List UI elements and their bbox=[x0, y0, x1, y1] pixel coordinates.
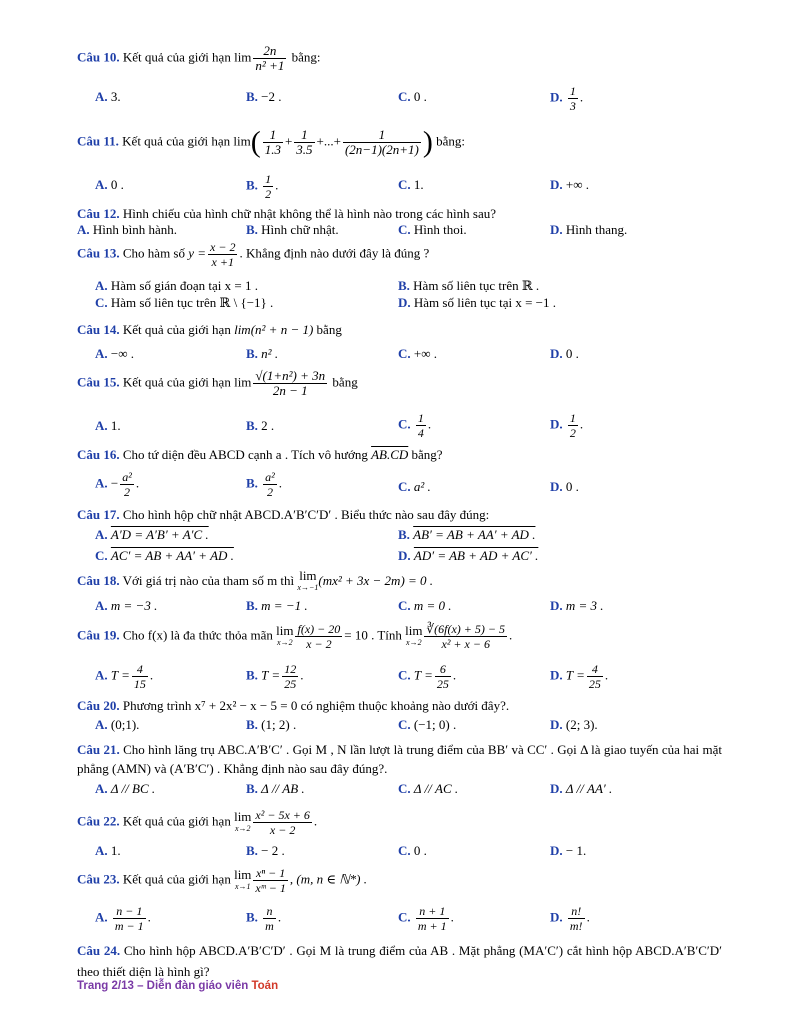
options-15 bbox=[95, 411, 735, 440]
option-a[interactable]: A. −∞ . bbox=[95, 346, 134, 361]
option-d[interactable]: D. m = 3 . bbox=[550, 598, 604, 613]
question-tail: bằng: bbox=[436, 133, 465, 149]
question-15: Câu 15. Kết quả của giới hạn lim $\frac{\text{√(1+n²) + 3n}}{2n - 1}$ bằng bbox=[77, 368, 358, 398]
option-b[interactable]: B. T = $\frac{12}{25}$ . bbox=[246, 662, 304, 691]
lim-symbol: lim bbox=[234, 374, 252, 390]
question-20 bbox=[77, 698, 722, 714]
question-label: Câu 13. bbox=[77, 245, 120, 261]
footer-subject: Toán bbox=[251, 980, 279, 992]
option-c[interactable]: C. $\frac{n + 1}{m + 1}$ . bbox=[398, 904, 454, 933]
question-label: Câu 19. bbox=[77, 627, 120, 643]
options-22 bbox=[95, 842, 735, 864]
option-b[interactable]: B. −2 . bbox=[246, 89, 282, 104]
option-c[interactable]: C. m = 0 . bbox=[398, 598, 452, 613]
option-d[interactable]: D. 0 . bbox=[550, 479, 579, 494]
function-y: y = bbox=[188, 245, 207, 261]
question-text: Kết quả của giới hạn bbox=[122, 322, 231, 337]
option-a[interactable]: A. $\frac{n - 1}{m - 1}$ . bbox=[95, 904, 151, 933]
vector-product: AB.CD bbox=[371, 447, 409, 462]
option-d[interactable]: D. (2; 3). bbox=[550, 717, 598, 732]
question-11: Câu 11. Kết quả của giới hạn lim( $\frac{1}{1.3}$ + $\frac{1}{3.5}$ +...+ $\frac{1}{(2n-1)(2n+1)}$ ) bằng: bbox=[77, 125, 465, 159]
question-text: Kết quả của giới hạn bbox=[122, 374, 231, 390]
option-b[interactable]: B. Hình chữ nhật. bbox=[246, 222, 339, 237]
question-text: Cho hình lăng trụ ABC.A′B′C′ . Gọi M , N lần lượt là trung điểm của BB′ và CC′ . Gọi Δ là giao tuyến của hai mặt phẳng (AMN) và (A′B′C′) . Khẳng định nào sau đây đúng?. bbox=[77, 742, 722, 776]
option-b[interactable]: B. 2 . bbox=[246, 418, 275, 433]
question-text: Với giá trị nào của tham số m thì bbox=[122, 572, 295, 588]
question-text: Hình chiếu của hình chữ nhật không thể là hình nào trong các hình sau? bbox=[122, 206, 496, 221]
option-c[interactable]: C. AC′ = AB + AA′ + AD . bbox=[95, 548, 234, 563]
question-22: Câu 22. Kết quả của giới hạn lim x→2 $\frac{\text{x² − 5x + 6}}{x - 2}$ . bbox=[77, 808, 318, 837]
option-d[interactable]: D. 0 . bbox=[550, 346, 579, 361]
options-21 bbox=[95, 780, 735, 802]
question-label: Câu 15. bbox=[77, 374, 120, 390]
option-a[interactable]: A. Hình bình hành. bbox=[77, 222, 178, 237]
question-label: Câu 23. bbox=[77, 871, 120, 887]
option-d[interactable]: D. Δ // AA′ . bbox=[550, 781, 613, 796]
option-b[interactable]: B. $\frac{1}{2}$ . bbox=[246, 172, 279, 201]
question-label: Câu 17. bbox=[77, 507, 120, 522]
option-c[interactable]: C. 1. bbox=[398, 177, 424, 192]
option-a[interactable]: A. Δ // BC . bbox=[95, 781, 156, 796]
question-12 bbox=[77, 206, 722, 222]
question-24 bbox=[77, 940, 722, 982]
question-mid: = 10 . Tính bbox=[344, 627, 402, 643]
question-tail: bằng? bbox=[411, 447, 443, 462]
option-d[interactable]: D. $\frac{n!}{m!}$ . bbox=[550, 904, 590, 933]
question-10 bbox=[77, 44, 722, 73]
limit-expression: (mx² + 3x − 2m) = 0 . bbox=[318, 572, 434, 588]
option-a[interactable]: A. 1. bbox=[95, 843, 121, 858]
question-text: Cho f(x) là đa thức thỏa mãn bbox=[122, 627, 273, 643]
question-label: Câu 22. bbox=[77, 813, 120, 829]
options-17b bbox=[95, 547, 735, 569]
question-text: Phương trình x⁷ + 2x² − x − 5 = 0 có nghiệm thuộc khoảng nào dưới đây?. bbox=[122, 698, 510, 713]
option-d[interactable]: D. Hình thang. bbox=[550, 222, 628, 237]
question-13: Câu 13. Cho hàm số y = $\frac{x - 2}{x +1}$ . Khẳng định nào dưới đây là đúng ? bbox=[77, 240, 430, 269]
option-d[interactable]: D. − 1. bbox=[550, 843, 587, 858]
question-label: Câu 11. bbox=[77, 133, 119, 149]
option-a[interactable]: A. 3. bbox=[95, 89, 121, 104]
option-b[interactable]: B. $\frac{\text{a²}}{2}$ . bbox=[246, 470, 283, 499]
question-label: Câu 10. bbox=[77, 49, 120, 65]
question-tail: . Khẳng định nào dưới đây là đúng ? bbox=[239, 245, 430, 261]
option-c[interactable]: C. Hình thoi. bbox=[398, 222, 467, 237]
lim-symbol: lim bbox=[233, 133, 251, 149]
option-d[interactable]: D. AD′ = AB + AD + AC′ . bbox=[398, 548, 539, 563]
question-label: Câu 20. bbox=[77, 698, 120, 713]
limit-operator: lim x→−1 bbox=[297, 568, 319, 592]
option-a[interactable]: A. 1. bbox=[95, 418, 121, 433]
option-c[interactable]: C. T = $\frac{6}{25}$ . bbox=[398, 662, 457, 691]
question-label: Câu 24. bbox=[77, 943, 121, 958]
options-13b bbox=[95, 294, 735, 316]
option-b[interactable]: B. Δ // AB . bbox=[246, 781, 305, 796]
question-label: Câu 14. bbox=[77, 322, 120, 337]
option-c[interactable]: C. $\frac{1}{4}$ . bbox=[398, 411, 432, 440]
question-18 bbox=[77, 570, 722, 594]
option-c[interactable]: C. a² . bbox=[398, 479, 431, 494]
question-tail: bằng: bbox=[291, 49, 321, 65]
question-text: Kết quả của giới hạn bbox=[122, 813, 231, 829]
options-17a bbox=[95, 526, 735, 548]
option-c[interactable]: C. 0 . bbox=[398, 89, 427, 104]
option-b[interactable]: B. m = −1 . bbox=[246, 598, 308, 613]
option-b[interactable]: B. n² . bbox=[246, 346, 279, 361]
footer-page: Trang 2/13 – Diễn đàn giáo viên bbox=[77, 980, 249, 992]
option-d[interactable]: D. Hàm số liên tục tại x = −1 . bbox=[398, 295, 557, 310]
limit-expression: lim(n² + n − 1) bbox=[234, 322, 314, 337]
option-c[interactable]: C. (−1; 0) . bbox=[398, 717, 457, 732]
question-label: Câu 12. bbox=[77, 206, 120, 221]
question-16 bbox=[77, 447, 722, 463]
option-b[interactable]: B. (1; 2) . bbox=[246, 717, 297, 732]
option-b[interactable]: B. Hàm số liên tục trên ℝ . bbox=[398, 278, 540, 293]
option-a[interactable]: A. Hàm số gián đoạn tại x = 1 . bbox=[95, 278, 258, 293]
options-20 bbox=[95, 716, 735, 738]
option-a[interactable]: A. 0 . bbox=[95, 177, 124, 192]
option-d[interactable]: D. +∞ . bbox=[550, 177, 589, 192]
option-d[interactable]: D. $\frac{1}{2}$ . bbox=[550, 411, 584, 440]
question-text: Kết quả của giới hạn bbox=[122, 871, 231, 887]
question-text: Cho hình hộp ABCD.A′B′C′D′ . Gọi M là trung điểm của AB . Mặt phẳng (MA′C′) cắt hình hộp ABCD.A′B′C′D′ theo thiết diện là hình gì? bbox=[77, 943, 722, 979]
question-14 bbox=[77, 322, 722, 338]
question-label: Câu 16. bbox=[77, 447, 120, 462]
options-18 bbox=[95, 597, 735, 619]
options-16 bbox=[95, 470, 735, 500]
question-text: Kết quả của giới hạn bbox=[122, 49, 231, 65]
fraction: $\frac{2n}{\text{n² +1}}$ bbox=[255, 43, 285, 73]
question-text: Cho hàm số bbox=[122, 245, 185, 261]
options-23 bbox=[95, 904, 735, 933]
option-a[interactable]: A. (0;1). bbox=[95, 717, 140, 732]
question-label: Câu 21. bbox=[77, 742, 120, 757]
option-b[interactable]: B. − 2 . bbox=[246, 843, 285, 858]
option-b[interactable]: B. $\frac{n}{m}$ . bbox=[246, 904, 282, 933]
question-text: Kết quả của giới hạn bbox=[122, 133, 231, 149]
question-21 bbox=[77, 740, 722, 778]
question-tail: bằng bbox=[316, 322, 342, 337]
question-19: Câu 19. Cho f(x) là đa thức thỏa mãn lim x→2 $\frac{f(x) - 20}{x - 2}$ = 10 . Tính lim x→2 $\frac{∛(6f(x) + 5) - 5}{\text{x² + x − 6}}$ . bbox=[77, 622, 513, 651]
question-label: Câu 18. bbox=[77, 572, 120, 588]
question-tail: bằng bbox=[332, 374, 358, 390]
question-text: Cho hình hộp chữ nhật ABCD.A′B′C′D′ . Biểu thức nào sau đây đúng: bbox=[122, 507, 490, 522]
option-b[interactable]: B. AB′ = AB + AA′ + AD . bbox=[398, 527, 536, 542]
option-a[interactable]: A. − $\frac{\text{a²}}{2}$ . bbox=[95, 470, 140, 499]
option-c[interactable]: C. Hàm số liên tục trên ℝ \ {−1} . bbox=[95, 295, 274, 310]
options-14 bbox=[95, 345, 735, 367]
lim-symbol: lim bbox=[234, 49, 252, 65]
question-17 bbox=[77, 507, 722, 523]
option-c[interactable]: C. 0 . bbox=[398, 843, 427, 858]
page-footer bbox=[77, 980, 278, 992]
option-c[interactable]: C. Δ // AC . bbox=[398, 781, 459, 796]
options-19 bbox=[95, 662, 735, 691]
options-11 bbox=[95, 172, 735, 201]
option-c[interactable]: C. +∞ . bbox=[398, 346, 437, 361]
question-23: Câu 23. Kết quả của giới hạn lim x→1 $\frac{\text{xⁿ − 1}}{\text{xᵐ − 1}}$ , (m, n ∈ ℕ*) . bbox=[77, 866, 367, 895]
option-d[interactable]: D. T = $\frac{4}{25}$ . bbox=[550, 662, 609, 691]
option-d[interactable]: D. $\frac{1}{3}$ . bbox=[550, 84, 584, 113]
options-10 bbox=[95, 84, 735, 113]
question-text: Cho tứ diện đều ABCD cạnh a . Tích vô hướng bbox=[122, 447, 368, 462]
option-a[interactable]: A. A′D = A′B′ + A′C . bbox=[95, 527, 209, 542]
option-a[interactable]: A. T = $\frac{4}{15}$ . bbox=[95, 662, 154, 691]
option-a[interactable]: A. m = −3 . bbox=[95, 598, 158, 613]
